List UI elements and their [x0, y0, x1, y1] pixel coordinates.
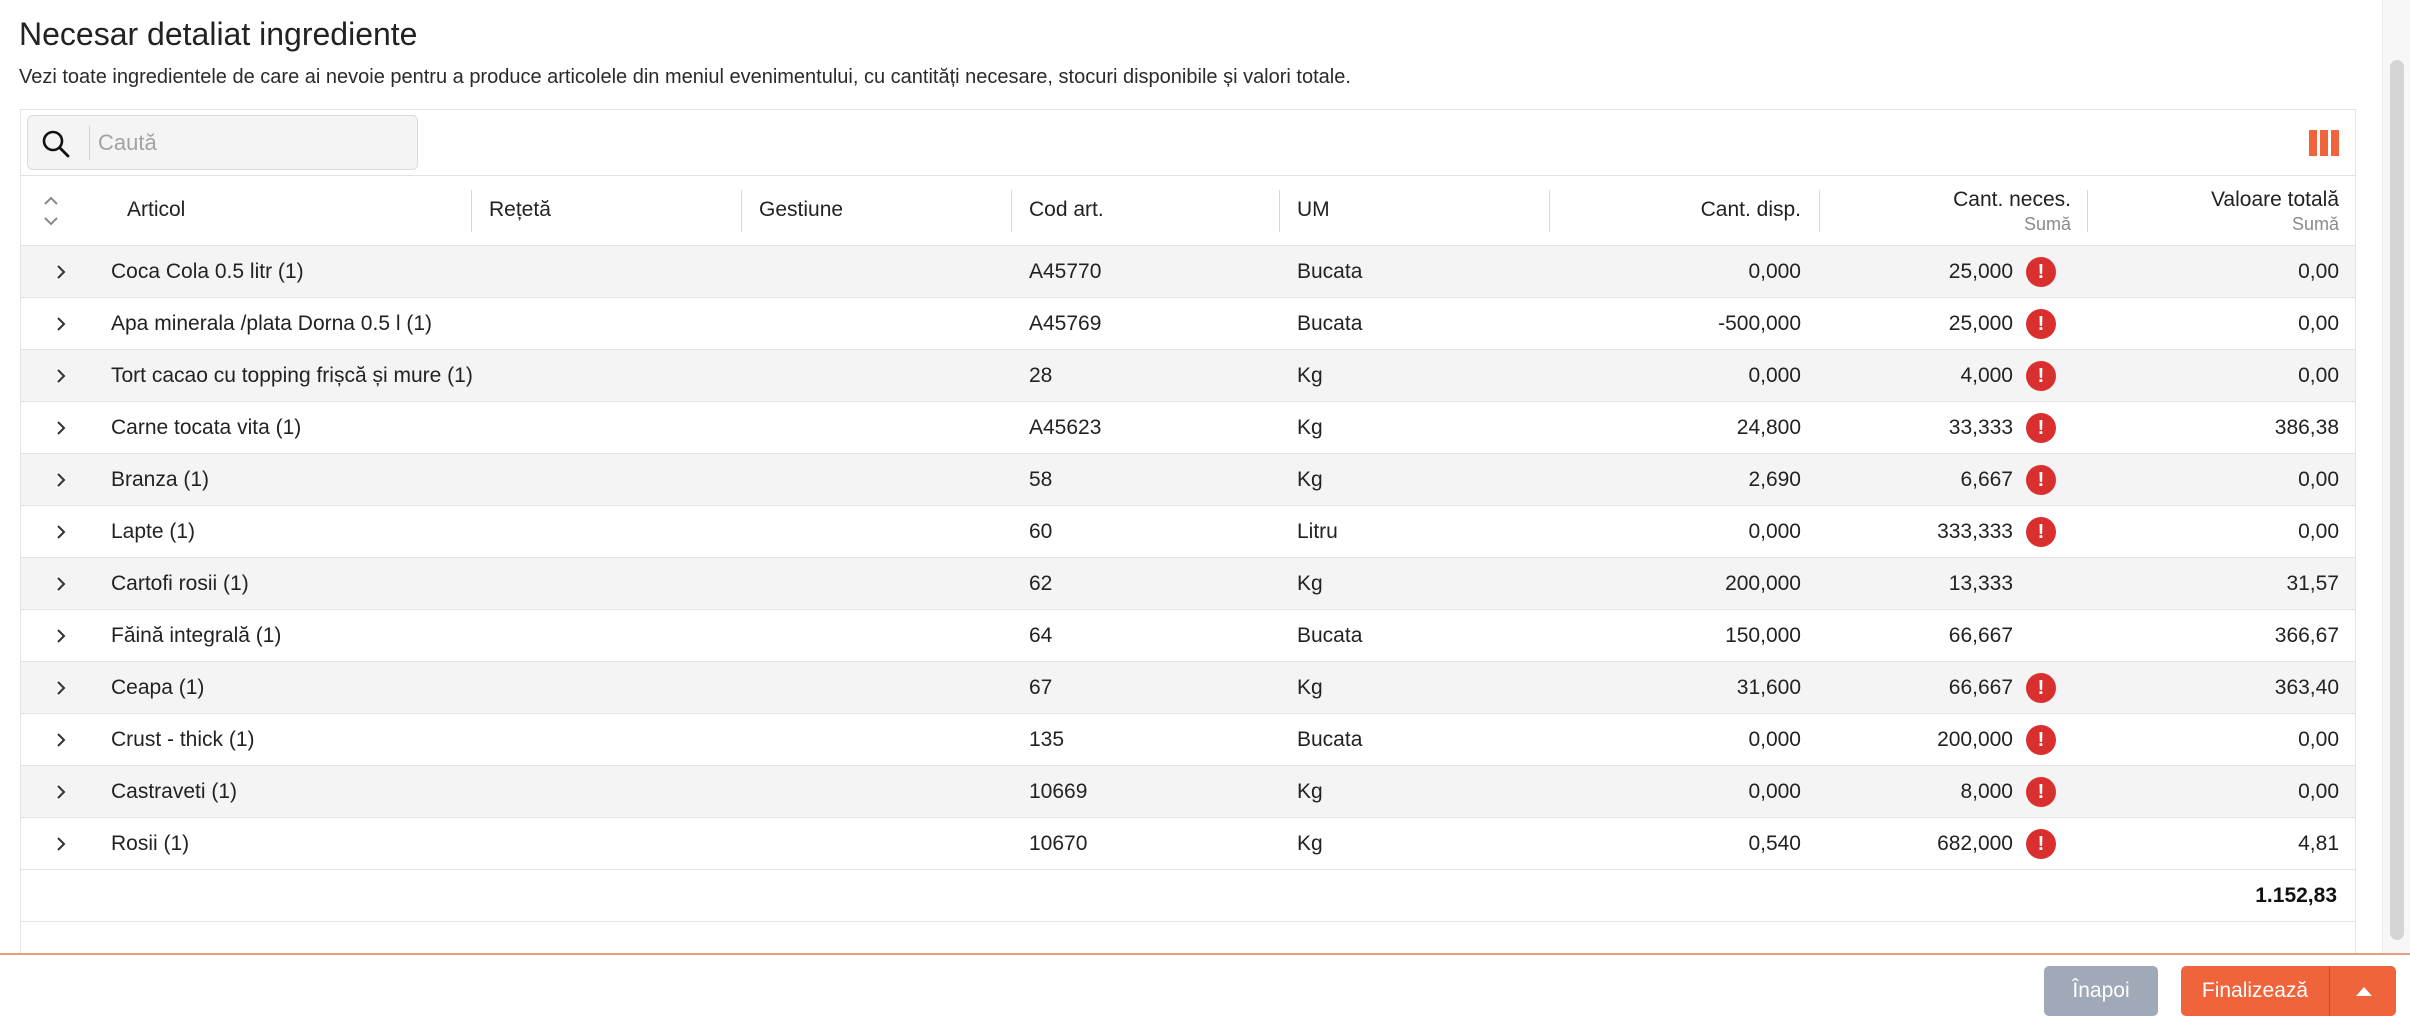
cell-cod: A45770 — [1029, 260, 1102, 283]
cell-cod: 10669 — [1029, 780, 1088, 803]
cell-valoare: 31,57 — [2286, 572, 2339, 595]
table-row[interactable] — [21, 662, 2355, 714]
columns-icon[interactable] — [2309, 130, 2339, 156]
table-row[interactable] — [21, 506, 2355, 558]
exclamation-icon[interactable]: ! — [2026, 413, 2056, 443]
page-scrollbar[interactable] — [2382, 0, 2410, 953]
cell-reteta — [489, 246, 741, 298]
cell-um: Kg — [1297, 832, 1323, 855]
cell-articol: Cartofi rosii (1) — [111, 572, 249, 595]
cell-articol: Apa minerala /plata Dorna 0.5 l (1) — [111, 312, 432, 335]
scrollbar-thumb[interactable] — [2390, 60, 2404, 940]
exclamation-icon[interactable]: ! — [2026, 829, 2056, 859]
cell-cod: A45769 — [1029, 312, 1102, 335]
cell-cant-disp: 2,690 — [1748, 468, 1801, 491]
cell-valoare: 0,00 — [2298, 312, 2339, 335]
exclamation-icon[interactable]: ! — [2026, 517, 2056, 547]
cell-cant-neces: 333,333 — [1937, 520, 2013, 543]
cell-cant-neces: 33,333 — [1948, 416, 2013, 439]
exclamation-icon[interactable]: ! — [2026, 725, 2056, 755]
cell-cant-disp: 24,800 — [1736, 416, 1801, 439]
cell-cod: 58 — [1029, 468, 1053, 491]
cell-cant-neces: 25,000 — [1948, 312, 2013, 335]
table-row[interactable] — [21, 818, 2355, 870]
cell-cant-disp: 0,000 — [1748, 780, 1801, 803]
cell-reteta — [489, 350, 741, 402]
cell-cant-disp: 200,000 — [1725, 572, 1801, 595]
table-row[interactable] — [21, 558, 2355, 610]
table-row[interactable] — [21, 454, 2355, 506]
cell-reteta — [489, 610, 741, 662]
grid-body — [21, 246, 2355, 870]
cell-articol: Branza (1) — [111, 468, 210, 491]
chevron-right-icon[interactable] — [49, 260, 73, 284]
chevron-right-icon[interactable] — [49, 416, 73, 440]
column-header-um[interactable]: UM — [1297, 198, 1330, 221]
chevron-right-icon[interactable] — [49, 364, 73, 388]
cell-um: Bucata — [1297, 624, 1363, 647]
table-row[interactable] — [21, 402, 2355, 454]
cell-cod: A45623 — [1029, 416, 1102, 439]
chevron-right-icon[interactable] — [49, 832, 73, 856]
cell-um: Bucata — [1297, 728, 1363, 751]
cell-reteta — [489, 298, 741, 350]
cell-articol: Lapte (1) — [111, 520, 196, 543]
table-row[interactable] — [21, 298, 2355, 350]
cell-gestiune — [759, 766, 1011, 818]
cell-valoare: 363,40 — [2274, 676, 2339, 699]
cell-valoare: 386,38 — [2274, 416, 2339, 439]
column-header-cant-disp[interactable]: Cant. disp. — [1700, 198, 1801, 221]
column-header-cant-neces[interactable]: Cant. neces. Sumă — [1953, 188, 2071, 234]
cell-cant-neces: 200,000 — [1937, 728, 2013, 751]
exclamation-icon[interactable]: ! — [2026, 465, 2056, 495]
cell-gestiune — [759, 506, 1011, 558]
exclamation-icon[interactable]: ! — [2026, 361, 2056, 391]
finalize-options-button[interactable] — [2330, 966, 2396, 1016]
cell-cant-neces: 6,667 — [1960, 468, 2013, 491]
cell-reteta — [489, 558, 741, 610]
cell-cant-disp: 0,000 — [1748, 728, 1801, 751]
table-row[interactable] — [21, 350, 2355, 402]
cell-articol: Coca Cola 0.5 litr (1) — [111, 260, 304, 283]
cell-cod: 135 — [1029, 728, 1065, 751]
cell-valoare: 0,00 — [2298, 780, 2339, 803]
cell-cant-disp: 150,000 — [1725, 624, 1801, 647]
exclamation-icon[interactable]: ! — [2026, 673, 2056, 703]
column-header-reteta[interactable]: Rețetă — [489, 198, 551, 221]
cell-gestiune — [759, 610, 1011, 662]
cell-cant-neces: 4,000 — [1960, 364, 2013, 387]
cell-um: Bucata — [1297, 312, 1363, 335]
cell-reteta — [489, 662, 741, 714]
cell-cant-neces: 8,000 — [1960, 780, 2013, 803]
column-header-cod[interactable]: Cod art. — [1029, 198, 1104, 221]
cell-um: Kg — [1297, 416, 1323, 439]
exclamation-icon[interactable]: ! — [2026, 257, 2056, 287]
totals-row — [21, 870, 2355, 922]
cell-cant-neces: 13,333 — [1948, 572, 2013, 595]
cell-gestiune — [759, 350, 1011, 402]
cell-articol: Carne tocata vita (1) — [111, 416, 302, 439]
cell-cant-disp: -500,000 — [1718, 312, 1801, 335]
cell-cant-disp: 0,000 — [1748, 260, 1801, 283]
cell-cant-disp: 0,540 — [1748, 832, 1801, 855]
chevron-right-icon[interactable] — [49, 728, 73, 752]
page-title: Necesar detaliat ingrediente — [19, 16, 418, 52]
table-row[interactable] — [21, 246, 2355, 298]
cell-gestiune — [759, 298, 1011, 350]
cell-gestiune — [759, 662, 1011, 714]
cell-gestiune — [759, 246, 1011, 298]
cell-articol: Făină integrală (1) — [111, 624, 282, 647]
cell-cod: 60 — [1029, 520, 1053, 543]
search-input[interactable] — [98, 124, 398, 162]
back-button[interactable]: Înapoi — [2044, 966, 2158, 1016]
cell-valoare: 0,00 — [2298, 364, 2339, 387]
cell-cod: 28 — [1029, 364, 1053, 387]
chevron-right-icon[interactable] — [49, 676, 73, 700]
column-header-valoare[interactable]: Valoare totală Sumă — [2210, 188, 2339, 234]
finalize-button[interactable]: Finalizează — [2181, 966, 2329, 1016]
chevron-right-icon[interactable] — [49, 624, 73, 648]
cell-um: Litru — [1297, 520, 1338, 543]
cell-reteta — [489, 454, 741, 506]
sort-toggle-icon[interactable] — [41, 194, 61, 228]
cell-reteta — [489, 402, 741, 454]
cell-cod: 64 — [1029, 624, 1053, 647]
exclamation-icon[interactable]: ! — [2026, 309, 2056, 339]
page-header — [19, 10, 2359, 90]
cell-articol: Rosii (1) — [111, 832, 190, 855]
cell-articol: Crust - thick (1) — [111, 728, 255, 751]
cell-valoare: 366,67 — [2274, 624, 2339, 647]
cell-gestiune — [759, 402, 1011, 454]
table-row[interactable] — [21, 766, 2355, 818]
chevron-right-icon[interactable] — [49, 312, 73, 336]
chevron-right-icon[interactable] — [49, 520, 73, 544]
chevron-right-icon[interactable] — [49, 780, 73, 804]
cell-cod: 67 — [1029, 676, 1053, 699]
chevron-right-icon[interactable] — [49, 468, 73, 492]
cell-cant-neces: 66,667 — [1948, 624, 2013, 647]
cell-um: Kg — [1297, 572, 1323, 595]
cell-reteta — [489, 506, 741, 558]
cell-um: Kg — [1297, 780, 1323, 803]
footer-bar — [0, 953, 2410, 1028]
cell-cant-neces: 66,667 — [1948, 676, 2013, 699]
cell-valoare: 4,81 — [2298, 832, 2339, 855]
caret-up-icon — [2356, 986, 2372, 996]
cell-cant-disp: 0,000 — [1748, 364, 1801, 387]
cell-valoare: 0,00 — [2298, 520, 2339, 543]
cell-reteta — [489, 818, 741, 870]
cell-cant-disp: 0,000 — [1748, 520, 1801, 543]
ingredients-grid — [20, 109, 2356, 959]
total-valoare: 1.152,83 — [2255, 884, 2337, 907]
cell-valoare: 0,00 — [2298, 728, 2339, 751]
table-row[interactable] — [21, 610, 2355, 662]
cell-gestiune — [759, 558, 1011, 610]
cell-reteta — [489, 714, 741, 766]
cell-articol: Tort cacao cu topping frișcă și mure (1) — [111, 364, 473, 387]
cell-um: Kg — [1297, 676, 1323, 699]
search-icon — [40, 128, 72, 160]
cell-valoare: 0,00 — [2298, 468, 2339, 491]
column-header-gestiune[interactable]: Gestiune — [759, 198, 844, 221]
cell-cod: 62 — [1029, 572, 1053, 595]
grid-toolbar — [21, 110, 2355, 176]
page-subtitle: Vezi toate ingredientele de care ai nevoie pentru a produce articolele din meniul evenimentului, cu cantități necesare, stocuri disponibile și valori totale. — [19, 66, 1351, 88]
cell-valoare: 0,00 — [2298, 260, 2339, 283]
column-header-articol[interactable]: Articol — [127, 198, 186, 221]
finalize-split-button — [2181, 966, 2396, 1016]
search-separator — [89, 126, 90, 160]
cell-articol: Castraveti (1) — [111, 780, 238, 803]
cell-gestiune — [759, 714, 1011, 766]
cell-um: Kg — [1297, 364, 1323, 387]
cell-gestiune — [759, 454, 1011, 506]
cell-cant-neces: 682,000 — [1937, 832, 2013, 855]
search-box[interactable] — [27, 115, 418, 170]
cell-cod: 10670 — [1029, 832, 1088, 855]
exclamation-icon[interactable]: ! — [2026, 777, 2056, 807]
cell-reteta — [489, 766, 741, 818]
cell-um: Kg — [1297, 468, 1323, 491]
cell-articol: Ceapa (1) — [111, 676, 205, 699]
grid-header-row — [21, 176, 2355, 246]
cell-um: Bucata — [1297, 260, 1363, 283]
chevron-right-icon[interactable] — [49, 572, 73, 596]
cell-cant-disp: 31,600 — [1736, 676, 1801, 699]
table-row[interactable] — [21, 714, 2355, 766]
cell-cant-neces: 25,000 — [1948, 260, 2013, 283]
cell-gestiune — [759, 818, 1011, 870]
